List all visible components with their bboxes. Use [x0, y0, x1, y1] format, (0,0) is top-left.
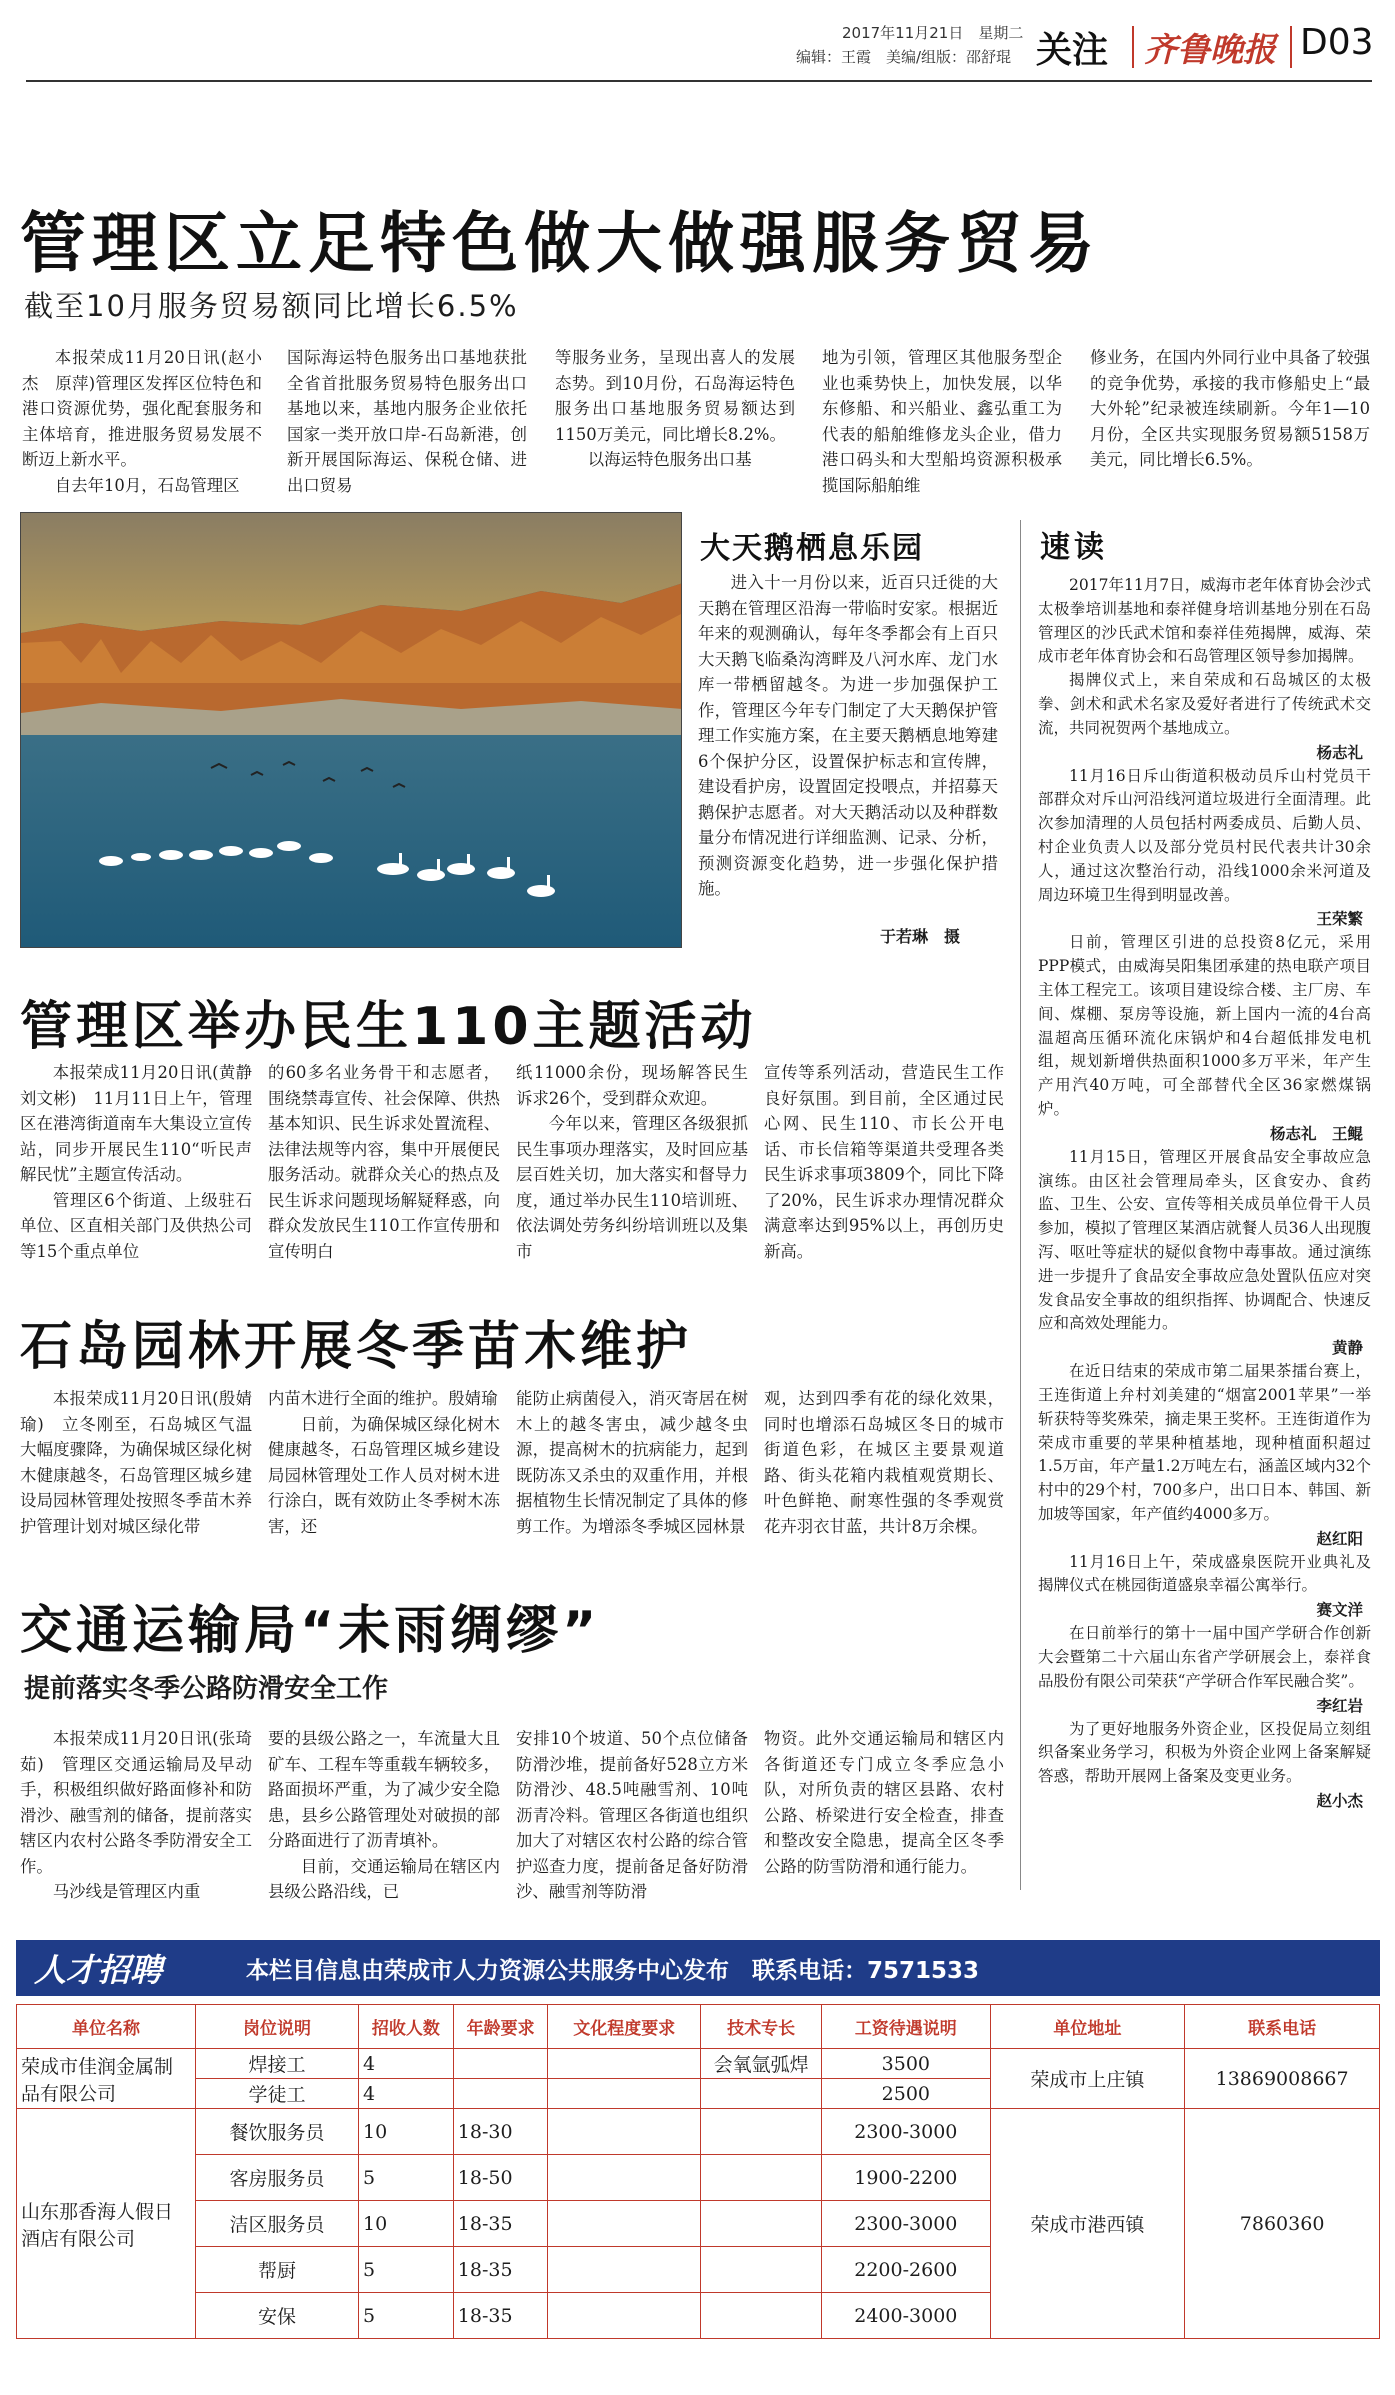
- pay-cell: 2400-3000: [822, 2293, 990, 2339]
- pay-cell: 3500: [822, 2049, 990, 2079]
- story1-subtitle: 截至10月服务贸易额同比增长6.5%: [24, 289, 519, 323]
- post-cell: 焊接工: [195, 2049, 358, 2079]
- quickread-divider: [1020, 520, 1021, 1890]
- header-rule: [26, 80, 1372, 82]
- story4-col1: 本报荣成11月20日讯(张琦茹) 管理区交通运输局及早动手，积极组织做好路面修补和防滑沙、融雪剂的储备，提前落实辖区内农村公路冬季防滑安全工作。 马沙线是管理区内重: [20, 1729, 252, 1901]
- skill-cell: [701, 2109, 822, 2155]
- column-header: 技术专长: [701, 2005, 822, 2049]
- post-cell: 客房服务员: [195, 2155, 358, 2201]
- column-header: 招收人数: [359, 2005, 454, 2049]
- recruit-table: [16, 2004, 1380, 2339]
- skill-cell: [701, 2201, 822, 2247]
- column-header: 单位名称: [17, 2005, 196, 2049]
- story1-col1: [22, 345, 262, 498]
- edu-cell: [548, 2201, 701, 2247]
- num-cell: 10: [359, 2109, 454, 2155]
- post-cell: 安保: [195, 2293, 358, 2339]
- quickread-item: 11月15日，管理区开展食品安全事故应急演练。由区社会管理局牵头，区食安办、食药监、卫生、公安、宣传等相关成员单位骨干人员参加，模拟了管理区某酒店就餐人员36人出现腹泻、呕吐等症状的疑似食物中毒事故。通过演练进一步提升了食品安全事故应急处置队伍应对突发食品安全事故的组织指挥、协调配合、快速反应和高效处理能力。 黄静: [1038, 1147, 1371, 1358]
- column-header: 单位地址: [990, 2005, 1185, 2049]
- page-number: D03: [1300, 22, 1374, 63]
- story2-col3: 纸11000余份，现场解答民生诉求26个，受到群众欢迎。 今年以来，管理区各级狠抓民生事项办理落实，及时回应基层百姓关切，加大落实和督导力度，通过举办民生110培训班、依法调处劳务纠纷培训班以及集市: [516, 1063, 748, 1261]
- paragraph: 以海运特色服务出口基: [587, 450, 752, 469]
- column-header: 工资待遇说明: [822, 2005, 990, 2049]
- story2-title: 管理区举办民生110主题活动: [20, 997, 757, 1057]
- edu-cell: [548, 2109, 701, 2155]
- edu-cell: [548, 2155, 701, 2201]
- edu-cell: [548, 2049, 701, 2079]
- recruit-banner-text: 本栏目信息由荣成市人力资源公共服务中心发布 联系电话：7571533: [246, 1957, 980, 1984]
- story4-title: 交通运输局“未雨绸缪”: [20, 1601, 601, 1661]
- address-cell: 荣成市上庄镇: [990, 2049, 1185, 2109]
- paragraph: 进入十一月份以来，近百只迁徙的大天鹅在管理区沿海一带临时安家。根据近年来的观测确认，每年冬季都会有上百只大天鹅飞临桑沟湾畔及八河水库、龙门水库一带栖留越冬。为进一步加强保护工作，管理区今年专门制定了大天鹅保护管理工作实施方案，在主要天鹅栖息地筹建6个保护分区，设置保护标志和宣传牌，建设看护房，设置固定投喂点，并招募天鹅保护志愿者。对大天鹅活动以及种群数量分布情况进行详细监测、记录、分析，预测资源变化趋势，进一步强化保护措施。: [698, 573, 998, 898]
- num-cell: 4: [359, 2049, 454, 2079]
- edu-cell: [548, 2293, 701, 2339]
- section-name: 关注: [1036, 30, 1109, 71]
- company-name: 荣成市佳润金属制品有限公司: [17, 2049, 196, 2109]
- company-name: 山东那香海人假日酒店有限公司: [17, 2109, 196, 2339]
- quickread-item: 日前，管理区引进的总投资8亿元，采用PPP模式，由威海吴阳集团承建的热电联产项目主体工程完工。该项目建设综合楼、主厂房、车间、煤棚、泵房等设施，新上国内一流的4台高温超高压循环流化床锅炉和4台超低排发电机组，规划新增供热面积1000多万平米，年产生产用汽40万吨，可全部替代全区36家燃煤锅炉。 杨志礼 王鲲: [1038, 933, 1371, 1143]
- pay-cell: 2300-3000: [822, 2109, 990, 2155]
- story3-col4: 观，达到四季有花的绿化效果，同时也增添石岛城区冬日的城市街道色彩，在城区主要景观道路、街头花箱内栽植观赏期长、叶色鲜艳、耐寒性强的冬季观赏花卉羽衣甘蓝，共计8万余棵。: [764, 1389, 1004, 1536]
- quickread-item: 在日前举行的第十一届中国产学研合作创新大会暨第二十六届山东省产学研展会上，泰祥食品股份有限公司荣获“产学研合作军民融合奖”。 李红岩: [1038, 1624, 1371, 1715]
- age-cell: 18-35: [453, 2293, 548, 2339]
- table-row: [17, 2109, 1380, 2155]
- num-cell: 5: [359, 2247, 454, 2293]
- num-cell: 4: [359, 2079, 454, 2109]
- recruit-banner: [16, 1940, 1380, 1996]
- header-divider-2: [1290, 26, 1292, 68]
- skill-cell: [701, 2155, 822, 2201]
- recruit-table-wrap: [16, 2004, 1380, 2339]
- pay-cell: 2500: [822, 2079, 990, 2109]
- story1-col2: [287, 345, 527, 498]
- age-cell: 18-35: [453, 2201, 548, 2247]
- header-date: 2017年11月21日 星期二: [842, 24, 1024, 42]
- post-cell: 帮厨: [195, 2247, 358, 2293]
- story3-col3: 能防止病菌侵入，消灭寄居在树木上的越冬害虫，减少越冬虫源，提高树木的抗病能力，起到既防冻又杀虫的双重作用，并根据植物生长情况制定了具体的修剪工作。为增添冬季城区园林景: [516, 1389, 748, 1536]
- skill-cell: [701, 2247, 822, 2293]
- column-header: 岗位说明: [195, 2005, 358, 2049]
- swan-body: [698, 570, 998, 902]
- age-cell: 18-50: [453, 2155, 548, 2201]
- paragraph: 自去年10月，石岛管理区: [54, 475, 240, 495]
- quickread-list: [1038, 574, 1371, 1813]
- post-cell: 学徒工: [195, 2079, 358, 2109]
- post-cell: 洁区服务员: [195, 2201, 358, 2247]
- story3-col1: 本报荣成11月20日讯(殷婧瑜) 立冬刚至，石岛城区气温大幅度骤降，为确保城区绿化树木健康越冬，石岛管理区城乡建设局园林管理处按照冬季苗木养护管理计划对城区绿化带: [20, 1389, 252, 1536]
- story2-col2: 的60多名业务骨干和志愿者，围绕禁毒宣传、社会保障、供热基本知识、民生诉求处置流程、法律法规等内容，集中开展便民服务活动。就群众关心的热点及民生诉求问题现场解疑释惑，向群众发放民生110工作宣传册和宣传明白: [268, 1063, 500, 1261]
- column-header: 文化程度要求: [548, 2005, 701, 2049]
- skill-cell: 会氧氩弧焊: [701, 2049, 822, 2079]
- post-cell: 餐饮服务员: [195, 2109, 358, 2155]
- paragraph: 等服务业务，呈现出喜人的发展态势。到10月份，石岛海运特色服务出口基地服务贸易额达到1150万美元，同比增长8.2%。: [555, 348, 795, 444]
- num-cell: 10: [359, 2201, 454, 2247]
- story1-col3: [555, 345, 795, 473]
- column-header: 年龄要求: [453, 2005, 548, 2049]
- age-cell: 18-30: [453, 2109, 548, 2155]
- age-cell: [453, 2049, 548, 2079]
- swan-credit: 于若琳 摄: [880, 927, 961, 946]
- paragraph: 地为引领，管理区其他服务型企业也乘势快上，加快发展，以华东修船、和兴船业、鑫弘重工为代表的船舶维修龙头企业，借力港口码头和大型船坞资源积极承揽国际船舶维: [822, 348, 1062, 495]
- paragraph: 本报荣成11月20日讯(赵小杰 原萍)管理区发挥区位特色和港口资源优势，强化配套服务和主体培育，推进服务贸易发展不断迈上新水平。: [22, 348, 262, 469]
- edu-cell: [548, 2079, 701, 2109]
- recruit-logo: 人才招聘: [34, 1951, 163, 1989]
- edu-cell: [548, 2247, 701, 2293]
- swan-title: 大天鹅栖息乐园: [700, 531, 924, 566]
- age-cell: 18-35: [453, 2247, 548, 2293]
- story4-col2: 要的县级公路之一，车流量大且矿车、工程车等重载车辆较多，路面损坏严重，为了减少安全隐患，县乡公路管理处对破损的部分路面进行了沥青填补。 目前，交通运输局在辖区内县级公路沿线，已: [268, 1729, 500, 1901]
- table-row: [17, 2049, 1380, 2079]
- quickread-item: 为了更好地服务外资企业，区投促局立刻组织备案业务学习，积极为外资企业网上备案解疑答惑，帮助开展网上备案及变更业务。 赵小杰: [1038, 1719, 1371, 1811]
- table-header-row: [17, 2005, 1380, 2049]
- story2-col1: 本报荣成11月20日讯(黄静 刘文彬) 11月11日上午，管理区在港湾街道南车大集设立宣传站，同步开展民生110“听民声 解民忧”主题宣传活动。 管理区6个街道、上级驻石单位、区直相关部门及供热公司等15个重点单位: [20, 1063, 269, 1261]
- story1-col5: [1090, 345, 1370, 473]
- quickread-item: 2017年11月7日，威海市老年体育协会沙式太极拳培训基地和泰祥健身培训基地分别在石岛管理区的沙氏武术馆和泰祥佳苑揭牌，威海、荣成市老年体育协会和石岛管理区领导参加揭牌。 揭牌仪式上，来自荣成和石岛城区的太极拳、剑术和武术名家及爱好者进行了传统武术交流，共同祝贺两个基地成立。 杨志礼: [1038, 576, 1371, 762]
- paper-logo: 齐鲁晚报: [1144, 30, 1276, 69]
- num-cell: 5: [359, 2155, 454, 2201]
- story3-col2: 内苗木进行全面的维护。殷婧瑜 日前，为确保城区绿化树木健康越冬，石岛管理区城乡建设局园林管理处工作人员对树木进行涂白，既有效防止冬季树木冻害，还: [268, 1389, 500, 1536]
- phone-cell: 7860360: [1185, 2109, 1380, 2339]
- story1-title: 管理区立足特色做大做强服务贸易: [20, 205, 1100, 282]
- skill-cell: [701, 2293, 822, 2339]
- pay-cell: 2300-3000: [822, 2201, 990, 2247]
- quickread-title: 速读: [1040, 530, 1108, 565]
- header-editors: 编辑：王霞 美编/组版：邵舒琨: [796, 48, 1012, 66]
- story1-col4: [822, 345, 1062, 498]
- address-cell: 荣成市港西镇: [990, 2109, 1185, 2339]
- num-cell: 5: [359, 2293, 454, 2339]
- age-cell: [453, 2079, 548, 2109]
- skill-cell: [701, 2079, 822, 2109]
- column-header: 联系电话: [1185, 2005, 1380, 2049]
- paragraph: 国际海运特色服务出口基地获批全省首批服务贸易特色服务出口基地以来，基地内服务企业依托国家一类开放口岸-石岛新港，创新开展国际海运、保税仓储、进出口贸易: [287, 348, 527, 495]
- quickread-item: 在近日结束的荣成市第二届果茶擂台赛上，王连街道上弁村刘美建的“烟富2001苹果”一举斩获特等奖殊荣，摘走果王奖杯。王连街道作为荣成市重要的苹果种植基地，现种植面积超过1.5万亩，年产量1.2万吨左右，涵盖区域内32个村中的29个村，700多户，出口日本、韩国、新加坡等国家，年产值约4000多万。 赵红阳: [1038, 1362, 1371, 1548]
- story4-subtitle: 提前落实冬季公路防滑安全工作: [24, 1674, 389, 1704]
- story4-col3: 安排10个坡道、50个点位储备防滑沙堆，提前备好528立方米防滑沙、48.5吨融雪剂、10吨沥青冷料。管理区各街道也组织加大了对辖区农村公路的综合管护巡查力度，提前备足备好防滑沙、融雪剂等防滑: [516, 1729, 748, 1901]
- pay-cell: 1900-2200: [822, 2155, 990, 2201]
- quickread-item: 11月16日斥山街道积极动员斥山村党员干部群众对斥山河沿线河道垃圾进行全面清理。此次参加清理的人员包括村两委成员、后勤人员、村企业负责人以及部分党员村民代表共计30余人，通过这次整治行动，沿线1000余米河道及周边环境卫生得到明显改善。 王荣繁: [1038, 766, 1371, 929]
- story3-title: 石岛园林开展冬季苗木维护: [20, 1317, 693, 1377]
- paragraph: 修业务，在国内外同行业中具备了较强的竞争优势，承接的我市修船史上“最大外轮”纪录被连续刷新。今年1—10月份，全区共实现服务贸易额5158万美元，同比增长6.5%。: [1090, 348, 1370, 469]
- pay-cell: 2200-2600: [822, 2247, 990, 2293]
- story4-col4: 物资。此外交通运输局和辖区内各街道还专门成立冬季应急小队，对所负责的辖区县路、农村公路、桥梁进行安全检查，排查和整改安全隐患，提高全区冬季公路的防雪防滑和通行能力。: [764, 1729, 1004, 1876]
- swan-photo: [20, 512, 682, 948]
- quickread-item: 11月16日上午，荣成盛泉医院开业典礼及揭牌仪式在桃园街道盛泉幸福公寓举行。 赛文洋: [1038, 1552, 1371, 1620]
- story2-col4: 宣传等系列活动，营造民生工作良好氛围。到目前，全区通过民心网、民生110、市长公开电话、市长信箱等渠道共受理各类民生诉求事项3809个，同比下降了20%，民生诉求办理情况群众满意率达到95%以上，再创历史新高。: [764, 1063, 1004, 1261]
- phone-cell: 13869008667: [1185, 2049, 1380, 2109]
- header-divider: [1132, 26, 1134, 68]
